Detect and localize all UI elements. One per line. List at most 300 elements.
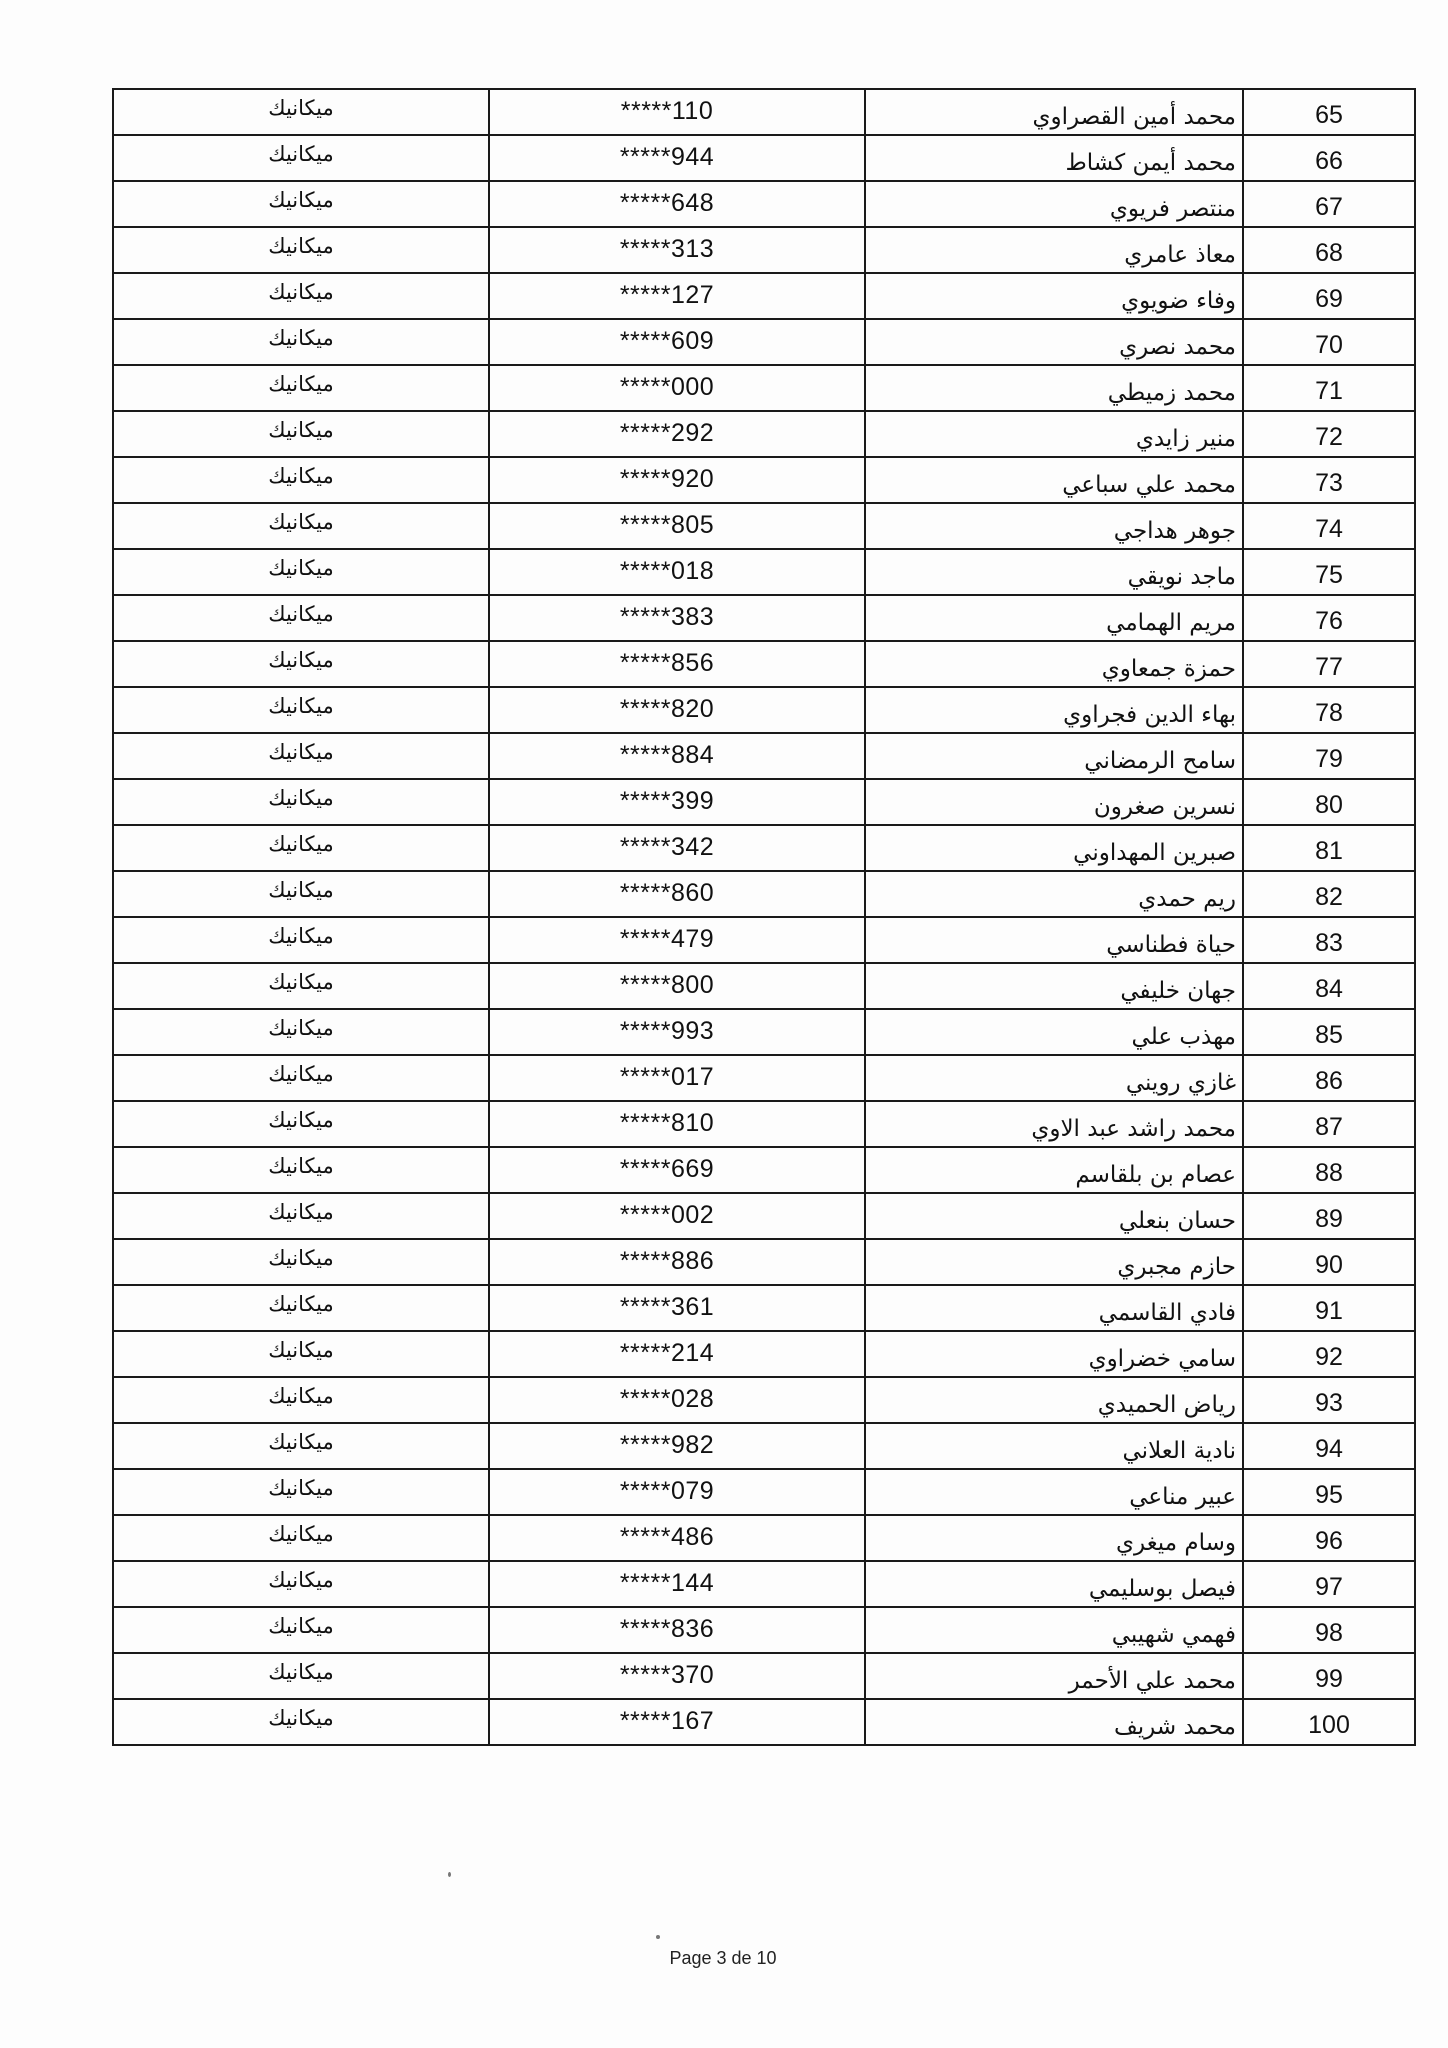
row-number-cell-text: 99 — [1315, 1665, 1343, 1693]
specialty-cell — [113, 733, 489, 779]
row-number-cell-text: 76 — [1315, 607, 1343, 635]
full-name-cell-text: ماجد نويقي — [1127, 564, 1236, 590]
id-number-cell-text: *****079 — [619, 1477, 715, 1505]
row-number-cell — [1243, 1193, 1415, 1239]
specialty-cell — [113, 1009, 489, 1055]
id-number-cell — [489, 1147, 865, 1193]
full-name-cell — [865, 1699, 1243, 1745]
full-name-cell — [865, 687, 1243, 733]
id-number-cell — [489, 687, 865, 733]
specialty-cell — [113, 1331, 489, 1377]
full-name-cell — [865, 1653, 1243, 1699]
specialty-cell-text: ميكانيك — [268, 1200, 334, 1224]
full-name-cell — [865, 1561, 1243, 1607]
full-name-cell-text: فهمي شهيبي — [1111, 1622, 1236, 1648]
table-row — [113, 1009, 1415, 1055]
id-number-cell-text: *****342 — [619, 833, 715, 861]
specialty-cell-text: ميكانيك — [268, 740, 334, 764]
full-name-cell-text: فيصل بوسليمي — [1088, 1576, 1236, 1602]
specialty-cell-text: ميكانيك — [268, 96, 334, 120]
specialty-cell-text: ميكانيك — [268, 832, 334, 856]
full-name-cell-text: سامح الرمضاني — [1084, 748, 1236, 774]
id-number-cell — [489, 319, 865, 365]
specialty-cell — [113, 917, 489, 963]
full-name-cell — [865, 1239, 1243, 1285]
specialty-cell — [113, 963, 489, 1009]
row-number-cell — [1243, 1055, 1415, 1101]
table-row — [113, 1285, 1415, 1331]
id-number-cell-text: *****214 — [619, 1339, 715, 1367]
table-row — [113, 1055, 1415, 1101]
specialty-cell-text: ميكانيك — [268, 1246, 334, 1270]
full-name-cell — [865, 411, 1243, 457]
id-number-cell — [489, 1515, 865, 1561]
row-number-cell — [1243, 871, 1415, 917]
id-number-cell-text: *****669 — [619, 1155, 715, 1183]
row-number-cell-text: 100 — [1308, 1711, 1350, 1739]
id-number-cell-text: *****805 — [619, 511, 715, 539]
full-name-cell-text: محمد راشد عبد الاوي — [1031, 1116, 1236, 1142]
row-number-cell — [1243, 227, 1415, 273]
id-number-cell — [489, 1377, 865, 1423]
row-number-cell — [1243, 595, 1415, 641]
row-number-cell-text: 82 — [1315, 883, 1343, 911]
id-number-cell — [489, 411, 865, 457]
table-row — [113, 1101, 1415, 1147]
full-name-cell-text: حازم مجبري — [1117, 1254, 1236, 1280]
id-number-cell — [489, 1423, 865, 1469]
full-name-cell — [865, 273, 1243, 319]
full-name-cell — [865, 1469, 1243, 1515]
full-name-cell — [865, 1285, 1243, 1331]
id-number-cell-text: *****002 — [619, 1201, 715, 1229]
id-number-cell-text: *****920 — [619, 465, 715, 493]
row-number-cell — [1243, 89, 1415, 135]
specialty-cell — [113, 1699, 489, 1745]
row-number-cell-text: 83 — [1315, 929, 1343, 957]
id-number-cell — [489, 595, 865, 641]
specialty-cell — [113, 1147, 489, 1193]
specialty-cell — [113, 1101, 489, 1147]
specialty-cell — [113, 1423, 489, 1469]
specialty-cell — [113, 871, 489, 917]
specialty-cell — [113, 595, 489, 641]
id-number-cell — [489, 227, 865, 273]
specialty-cell-text: ميكانيك — [268, 280, 334, 304]
full-name-cell-text: محمد علي سباعي — [1062, 472, 1236, 498]
full-name-cell — [865, 1193, 1243, 1239]
full-name-cell-text: بهاء الدين فجراوي — [1063, 702, 1236, 728]
specialty-cell-text: ميكانيك — [268, 1108, 334, 1132]
specialty-cell-text: ميكانيك — [268, 1292, 334, 1316]
row-number-cell — [1243, 1101, 1415, 1147]
row-number-cell — [1243, 1469, 1415, 1515]
row-number-cell — [1243, 779, 1415, 825]
specialty-cell — [113, 1239, 489, 1285]
id-number-cell-text: *****018 — [619, 557, 715, 585]
id-number-cell — [489, 1653, 865, 1699]
id-number-cell-text: *****127 — [619, 281, 715, 309]
id-number-cell — [489, 1561, 865, 1607]
specialty-cell — [113, 1193, 489, 1239]
row-number-cell-text: 92 — [1315, 1343, 1343, 1371]
row-number-cell — [1243, 917, 1415, 963]
id-number-cell-text: *****836 — [619, 1615, 715, 1643]
scan-speck — [656, 1935, 660, 1939]
specialty-cell — [113, 1469, 489, 1515]
id-number-cell-text: *****609 — [619, 327, 715, 355]
row-number-cell — [1243, 963, 1415, 1009]
specialty-cell — [113, 1285, 489, 1331]
id-number-cell — [489, 1239, 865, 1285]
table-row — [113, 227, 1415, 273]
id-number-cell — [489, 1055, 865, 1101]
row-number-cell-text: 98 — [1315, 1619, 1343, 1647]
id-number-cell — [489, 1331, 865, 1377]
row-number-cell — [1243, 733, 1415, 779]
full-name-cell — [865, 549, 1243, 595]
specialty-cell-text: ميكانيك — [268, 648, 334, 672]
id-number-cell — [489, 1469, 865, 1515]
row-number-cell — [1243, 365, 1415, 411]
id-number-cell-text: *****383 — [619, 603, 715, 631]
id-number-cell — [489, 1699, 865, 1745]
row-number-cell-text: 73 — [1315, 469, 1343, 497]
full-name-cell-text: جهان خليفي — [1120, 978, 1236, 1004]
row-number-cell — [1243, 1239, 1415, 1285]
specialty-cell-text: ميكانيك — [268, 1706, 334, 1730]
specialty-cell — [113, 1653, 489, 1699]
full-name-cell-text: عصام بن بلقاسم — [1075, 1162, 1236, 1188]
full-name-cell-text: وفاء ضويوي — [1121, 288, 1236, 314]
id-number-cell-text: *****370 — [619, 1661, 715, 1689]
id-number-cell-text: *****361 — [619, 1293, 715, 1321]
row-number-cell — [1243, 503, 1415, 549]
full-name-cell — [865, 227, 1243, 273]
row-number-cell-text: 86 — [1315, 1067, 1343, 1095]
specialty-cell — [113, 227, 489, 273]
table-row — [113, 457, 1415, 503]
row-number-cell — [1243, 1515, 1415, 1561]
specialty-cell-text: ميكانيك — [268, 326, 334, 350]
table-row — [113, 595, 1415, 641]
row-number-cell-text: 78 — [1315, 699, 1343, 727]
full-name-cell-text: محمد أمين القصراوي — [1032, 104, 1236, 130]
row-number-cell — [1243, 1377, 1415, 1423]
table-row — [113, 1515, 1415, 1561]
table-row — [113, 1331, 1415, 1377]
full-name-cell-text: نادية العلاني — [1122, 1438, 1236, 1464]
table-row — [113, 1423, 1415, 1469]
id-number-cell — [489, 457, 865, 503]
full-name-cell — [865, 89, 1243, 135]
id-number-cell — [489, 779, 865, 825]
table-row — [113, 503, 1415, 549]
full-name-cell-text: منير زايدي — [1135, 426, 1236, 452]
row-number-cell-text: 90 — [1315, 1251, 1343, 1279]
id-number-cell — [489, 1009, 865, 1055]
id-number-cell-text: *****486 — [619, 1523, 715, 1551]
id-number-cell — [489, 641, 865, 687]
row-number-cell-text: 81 — [1315, 837, 1343, 865]
table-row — [113, 917, 1415, 963]
specialty-cell — [113, 1055, 489, 1101]
full-name-cell-text: ريم حمدي — [1138, 886, 1236, 912]
full-name-cell-text: سامي خضراوي — [1088, 1346, 1236, 1372]
specialty-cell-text: ميكانيك — [268, 234, 334, 258]
id-number-cell — [489, 365, 865, 411]
specialty-cell-text: ميكانيك — [268, 924, 334, 948]
table-row — [113, 1561, 1415, 1607]
row-number-cell — [1243, 319, 1415, 365]
row-number-cell — [1243, 1331, 1415, 1377]
table-row — [113, 779, 1415, 825]
id-number-cell-text: *****820 — [619, 695, 715, 723]
full-name-cell-text: نسرين صغرون — [1093, 794, 1236, 820]
table-row — [113, 1377, 1415, 1423]
row-number-cell-text: 71 — [1315, 377, 1343, 405]
id-number-cell — [489, 181, 865, 227]
full-name-cell-text: محمد شريف — [1113, 1714, 1236, 1740]
full-name-cell-text: وسام ميغري — [1116, 1530, 1236, 1556]
id-number-cell-text: *****800 — [619, 971, 715, 999]
row-number-cell — [1243, 1653, 1415, 1699]
results-table — [112, 88, 1416, 1746]
id-number-cell-text: *****884 — [619, 741, 715, 769]
table-row — [113, 641, 1415, 687]
specialty-cell — [113, 411, 489, 457]
id-number-cell-text: *****028 — [619, 1385, 715, 1413]
specialty-cell — [113, 89, 489, 135]
id-number-cell-text: *****479 — [619, 925, 715, 953]
id-number-cell — [489, 825, 865, 871]
row-number-cell-text: 70 — [1315, 331, 1343, 359]
table-body — [113, 89, 1415, 1745]
table-row — [113, 1239, 1415, 1285]
full-name-cell — [865, 641, 1243, 687]
full-name-cell — [865, 1377, 1243, 1423]
full-name-cell-text: جوهر هداجي — [1113, 518, 1236, 544]
specialty-cell-text: ميكانيك — [268, 556, 334, 580]
row-number-cell — [1243, 457, 1415, 503]
full-name-cell-text: محمد أيمن كشاط — [1065, 150, 1236, 176]
full-name-cell — [865, 1147, 1243, 1193]
table-row — [113, 825, 1415, 871]
full-name-cell — [865, 779, 1243, 825]
specialty-cell-text: ميكانيك — [268, 1476, 334, 1500]
full-name-cell-text: مريم الهمامي — [1106, 610, 1236, 636]
specialty-cell — [113, 687, 489, 733]
full-name-cell — [865, 319, 1243, 365]
id-number-cell — [489, 273, 865, 319]
id-number-cell-text: *****313 — [619, 235, 715, 263]
row-number-cell — [1243, 1009, 1415, 1055]
row-number-cell-text: 66 — [1315, 147, 1343, 175]
specialty-cell — [113, 1515, 489, 1561]
row-number-cell-text: 85 — [1315, 1021, 1343, 1049]
row-number-cell-text: 97 — [1315, 1573, 1343, 1601]
row-number-cell — [1243, 641, 1415, 687]
row-number-cell-text: 75 — [1315, 561, 1343, 589]
id-number-cell-text: *****982 — [619, 1431, 715, 1459]
full-name-cell — [865, 917, 1243, 963]
id-number-cell — [489, 549, 865, 595]
page-footer — [0, 1948, 1448, 1969]
table-row — [113, 135, 1415, 181]
specialty-cell-text: ميكانيك — [268, 970, 334, 994]
specialty-cell — [113, 641, 489, 687]
specialty-cell — [113, 1607, 489, 1653]
specialty-cell — [113, 825, 489, 871]
table-row — [113, 687, 1415, 733]
table-row — [113, 411, 1415, 457]
id-number-cell — [489, 733, 865, 779]
id-number-cell — [489, 135, 865, 181]
specialty-cell-text: ميكانيك — [268, 1522, 334, 1546]
row-number-cell-text: 93 — [1315, 1389, 1343, 1417]
table-row — [113, 1147, 1415, 1193]
id-number-cell-text: *****860 — [619, 879, 715, 907]
full-name-cell — [865, 1101, 1243, 1147]
table-row — [113, 1699, 1415, 1745]
table-row — [113, 1469, 1415, 1515]
specialty-cell — [113, 503, 489, 549]
full-name-cell — [865, 1055, 1243, 1101]
full-name-cell-text: غازي رويني — [1125, 1070, 1236, 1096]
specialty-cell-text: ميكانيك — [268, 142, 334, 166]
row-number-cell-text: 91 — [1315, 1297, 1343, 1325]
id-number-cell — [489, 503, 865, 549]
specialty-cell — [113, 779, 489, 825]
specialty-cell-text: ميكانيك — [268, 510, 334, 534]
full-name-cell — [865, 1331, 1243, 1377]
full-name-cell-text: حسان بنعلي — [1118, 1208, 1236, 1234]
id-number-cell-text: *****856 — [619, 649, 715, 677]
specialty-cell-text: ميكانيك — [268, 878, 334, 902]
table-row — [113, 365, 1415, 411]
page-number-label: Page 3 de 10 — [669, 1948, 777, 1968]
row-number-cell-text: 74 — [1315, 515, 1343, 543]
row-number-cell-text: 87 — [1315, 1113, 1343, 1141]
full-name-cell-text: محمد زميطي — [1107, 380, 1236, 406]
full-name-cell-text: فادي القاسمي — [1098, 1300, 1236, 1326]
row-number-cell-text: 65 — [1315, 101, 1343, 129]
id-number-cell — [489, 1607, 865, 1653]
specialty-cell-text: ميكانيك — [268, 1660, 334, 1684]
table-row — [113, 871, 1415, 917]
full-name-cell — [865, 963, 1243, 1009]
full-name-cell — [865, 365, 1243, 411]
row-number-cell-text: 67 — [1315, 193, 1343, 221]
full-name-cell-text: محمد علي الأحمر — [1068, 1668, 1236, 1694]
full-name-cell — [865, 825, 1243, 871]
table-row — [113, 1193, 1415, 1239]
full-name-cell-text: حياة فطناسي — [1106, 932, 1236, 958]
id-number-cell-text: *****648 — [619, 189, 715, 217]
specialty-cell-text: ميكانيك — [268, 188, 334, 212]
row-number-cell-text: 69 — [1315, 285, 1343, 313]
specialty-cell-text: ميكانيك — [268, 372, 334, 396]
row-number-cell-text: 80 — [1315, 791, 1343, 819]
specialty-cell — [113, 273, 489, 319]
row-number-cell — [1243, 411, 1415, 457]
specialty-cell-text: ميكانيك — [268, 464, 334, 488]
id-number-cell-text: *****167 — [619, 1707, 715, 1735]
id-number-cell-text: *****944 — [619, 143, 715, 171]
table-row — [113, 549, 1415, 595]
row-number-cell — [1243, 1699, 1415, 1745]
row-number-cell — [1243, 1285, 1415, 1331]
specialty-cell — [113, 319, 489, 365]
full-name-cell — [865, 1515, 1243, 1561]
full-name-cell — [865, 457, 1243, 503]
row-number-cell — [1243, 1607, 1415, 1653]
specialty-cell-text: ميكانيك — [268, 1384, 334, 1408]
full-name-cell-text: معاذ عامري — [1124, 242, 1236, 268]
row-number-cell-text: 68 — [1315, 239, 1343, 267]
id-number-cell — [489, 1193, 865, 1239]
table-row — [113, 963, 1415, 1009]
id-number-cell-text: *****000 — [619, 373, 715, 401]
id-number-cell — [489, 871, 865, 917]
table-row — [113, 319, 1415, 365]
row-number-cell-text: 77 — [1315, 653, 1343, 681]
specialty-cell-text: ميكانيك — [268, 1016, 334, 1040]
full-name-cell-text: محمد نصري — [1119, 334, 1236, 360]
row-number-cell-text: 89 — [1315, 1205, 1343, 1233]
table-row — [113, 1653, 1415, 1699]
row-number-cell — [1243, 1561, 1415, 1607]
specialty-cell-text: ميكانيك — [268, 786, 334, 810]
id-number-cell — [489, 917, 865, 963]
id-number-cell-text: *****017 — [619, 1063, 715, 1091]
row-number-cell — [1243, 1423, 1415, 1469]
specialty-cell-text: ميكانيك — [268, 1430, 334, 1454]
row-number-cell-text: 79 — [1315, 745, 1343, 773]
specialty-cell-text: ميكانيك — [268, 418, 334, 442]
table-row — [113, 273, 1415, 319]
scan-speck — [448, 1872, 451, 1877]
id-number-cell-text: *****993 — [619, 1017, 715, 1045]
id-number-cell-text: *****144 — [619, 1569, 715, 1597]
full-name-cell — [865, 871, 1243, 917]
row-number-cell — [1243, 273, 1415, 319]
full-name-cell — [865, 1607, 1243, 1653]
table-row — [113, 1607, 1415, 1653]
specialty-cell — [113, 1561, 489, 1607]
row-number-cell-text: 94 — [1315, 1435, 1343, 1463]
id-number-cell-text: *****399 — [619, 787, 715, 815]
full-name-cell — [865, 135, 1243, 181]
table-row — [113, 89, 1415, 135]
full-name-cell — [865, 503, 1243, 549]
row-number-cell-text: 96 — [1315, 1527, 1343, 1555]
row-number-cell — [1243, 181, 1415, 227]
full-name-cell — [865, 595, 1243, 641]
id-number-cell — [489, 89, 865, 135]
row-number-cell — [1243, 825, 1415, 871]
id-number-cell — [489, 1285, 865, 1331]
full-name-cell-text: عبير مناعي — [1129, 1484, 1236, 1510]
specialty-cell — [113, 365, 489, 411]
specialty-cell-text: ميكانيك — [268, 602, 334, 626]
specialty-cell — [113, 135, 489, 181]
full-name-cell — [865, 1009, 1243, 1055]
id-number-cell-text: *****292 — [619, 419, 715, 447]
full-name-cell-text: منتصر فريوي — [1109, 196, 1236, 222]
id-number-cell — [489, 963, 865, 1009]
specialty-cell-text: ميكانيك — [268, 1062, 334, 1086]
